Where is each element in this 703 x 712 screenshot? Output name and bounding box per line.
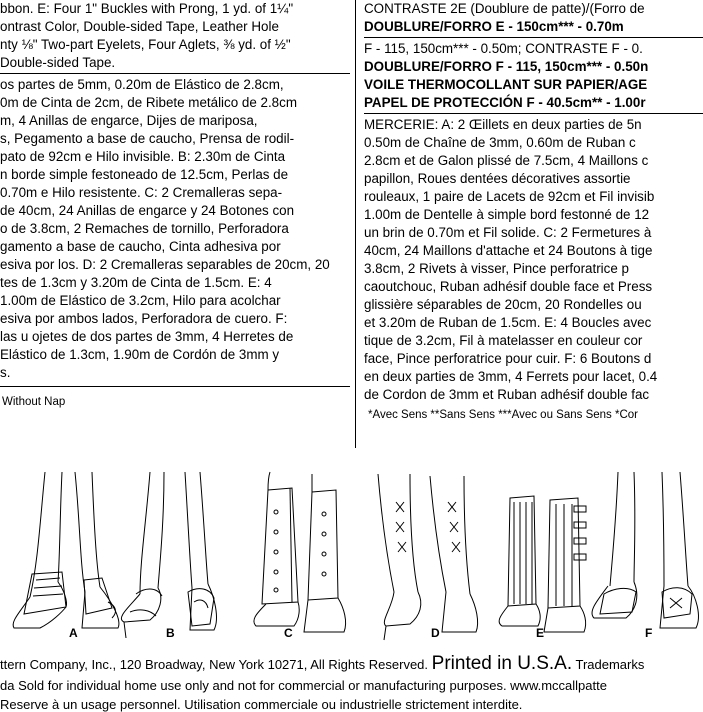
- printed-in-text: Printed in U.S.A.: [431, 653, 573, 674]
- text-line: rouleaux, 1 paire de Lacets de 92cm et Fil invisib: [364, 189, 655, 204]
- divider: [0, 73, 350, 74]
- nap-note: *Avec Sens **Sans Sens ***Avec ou Sans Sens *Cor: [368, 409, 638, 421]
- text-line: m, 4 Anillas de engarce, Dijes de mariposa,: [0, 113, 258, 128]
- divider: [0, 386, 350, 387]
- right-column: [364, 0, 703, 424]
- text-line: 1.00m de Elástico de 3.2cm, Hilo para acolchar: [0, 293, 281, 308]
- text-line: n borde simple festoneado de 12.5cm, Perlas de: [0, 167, 289, 182]
- text-line: 3.8cm, 2 Rivets à visser, Pince perforatrice p: [364, 261, 629, 276]
- text-line: caoutchouc, Ruban adhésif double face et Press: [364, 279, 653, 294]
- text-line: glissière séparables de 20cm, 20 Rondelles ou: [364, 297, 642, 312]
- text-line: DOUBLURE/FORRO E - 150cm*** - 0.70m: [364, 19, 624, 34]
- text-line: las u ojetes de dos partes de 3mm, 4 Herretes de: [0, 329, 294, 344]
- text-line: papillon, Roues dentées décoratives assortie: [364, 171, 631, 186]
- footer-copyright: [0, 653, 703, 675]
- text-line: de 40cm, 24 Anillas de engarce y 24 Botones con: [0, 203, 295, 218]
- text-line: DOUBLURE/FORRO F - 115, 150cm*** - 0.50n: [364, 59, 649, 74]
- view-a-drawing: [13, 472, 119, 628]
- view-letter: F: [645, 626, 653, 640]
- view-letter: D: [431, 626, 440, 640]
- text-line: 1.00m de Dentelle à simple bord festonné de 12: [364, 207, 650, 222]
- text-line: MERCERIE: A: 2 Œillets en deux parties de 5n: [364, 117, 642, 132]
- text-line: ontrast Color, Double-sided Tape, Leather Hole: [0, 19, 279, 34]
- text-line: 0.70m e Hilo resistente. C: 2 Cremalleras sepa-: [0, 185, 283, 200]
- view-f-drawing: [592, 472, 698, 628]
- text-line: 0.50m de Chaîne de 3mm, 0.60m de Ruban c: [364, 135, 636, 150]
- view-letter: C: [284, 626, 293, 640]
- text-line: esiva por ambos lados, Perforadora de cuero. F:: [0, 311, 288, 326]
- view-d-drawing: [378, 474, 478, 640]
- text-line: pato de 92cm e Hilo invisible. B: 2.30m de Cinta: [0, 149, 286, 164]
- view-letter: E: [536, 626, 545, 640]
- text-line: s, Pegamento a base de caucho, Prensa de rodil-: [0, 131, 295, 146]
- text-line: tique de 3.2cm, Fil à matelasser en couleur cor: [364, 333, 643, 348]
- text-line: face, Pince perforatrice pour cuir. F: 6 Boutons d: [364, 351, 652, 366]
- text-line: 0m de Cinta de 2cm, de Ribete metálico de 2.8cm: [0, 95, 297, 110]
- text-line: s.: [0, 365, 11, 380]
- left-column: [0, 0, 350, 411]
- text-line: bbon. E: Four 1" Buckles with Prong, 1 yd. of 1¼": [0, 1, 294, 16]
- text-line: gamento a base de caucho, Cinta adhesiva por: [0, 239, 281, 254]
- text-line: o de 3.8cm, 2 Remaches de tornillo, Perforadora: [0, 221, 289, 236]
- text-line: 2.8cm et de Galon plissé de 7.5cm, 4 Maillons c: [364, 153, 649, 168]
- text-line: Double-sided Tape.: [0, 55, 116, 70]
- notions-spanish: [0, 76, 350, 382]
- view-letter: A: [69, 626, 78, 640]
- footer-usage: da Sold for individual home use only and not for commercial or manufacturing purposes. www.mccallpatte: [0, 678, 607, 693]
- view-c-drawing: [254, 472, 346, 632]
- text-line: de Cordon de 3mm et Ruban adhésif double fac: [364, 387, 650, 402]
- text-line: PAPEL DE PROTECCIÓN F - 40.5cm** - 1.00r: [364, 95, 646, 110]
- text-line: F - 115, 150cm*** - 0.50m; CONTRASTE F - 0.: [364, 41, 643, 56]
- text-line: en deux parties de 3mm, 4 Ferrets pour lacet, 0.4: [364, 369, 658, 384]
- view-e-drawing: [499, 496, 586, 632]
- copyright-text: ttern Company, Inc., 120 Broadway, New York 10271, All Rights Reserved.: [0, 657, 429, 672]
- notions-english: [0, 0, 350, 72]
- text-line: CONTRASTE 2E (Doublure de patte)/(Forro de: [364, 1, 645, 16]
- view-b-drawing: [121, 472, 216, 638]
- text-line: 40cm, 24 Maillons d'attache et 24 Boutons à tige: [364, 243, 653, 258]
- column-divider: [355, 0, 356, 448]
- divider: [364, 37, 703, 38]
- divider: [364, 113, 703, 114]
- text-line: os partes de 5mm, 0.20m de Elástico de 2.8cm,: [0, 77, 284, 92]
- footer-usage-french: Reserve à un usage personnel. Utilisation commerciale ou industrielle strictement interdite.: [0, 697, 523, 712]
- text-line: esiva por los. D: 2 Cremalleras separables de 20cm, 20: [0, 257, 330, 272]
- view-letter: B: [166, 626, 175, 640]
- text-line: nty ⅛" Two-part Eyelets, Four Aglets, ⅜ yd. of ½": [0, 37, 291, 52]
- trademarks-text: Trademarks: [575, 657, 645, 672]
- text-line: Elástico de 1.3cm, 1.90m de Cordón de 3mm y: [0, 347, 280, 362]
- nap-note: Without Nap: [2, 396, 66, 408]
- text-line: et 3.20m de Ruban de 1.5cm. E: 4 Boucles avec: [364, 315, 652, 330]
- text-line: un brin de 0.70m et Fil solide. C: 2 Fermetures à: [364, 225, 652, 240]
- view-drawings: [0, 462, 703, 650]
- text-line: tes de 1.3cm y 3.20m de Cinta de 1.5cm. E: 4: [0, 275, 272, 290]
- text-line: VOILE THERMOCOLLANT SUR PAPIER/AGE: [364, 77, 648, 92]
